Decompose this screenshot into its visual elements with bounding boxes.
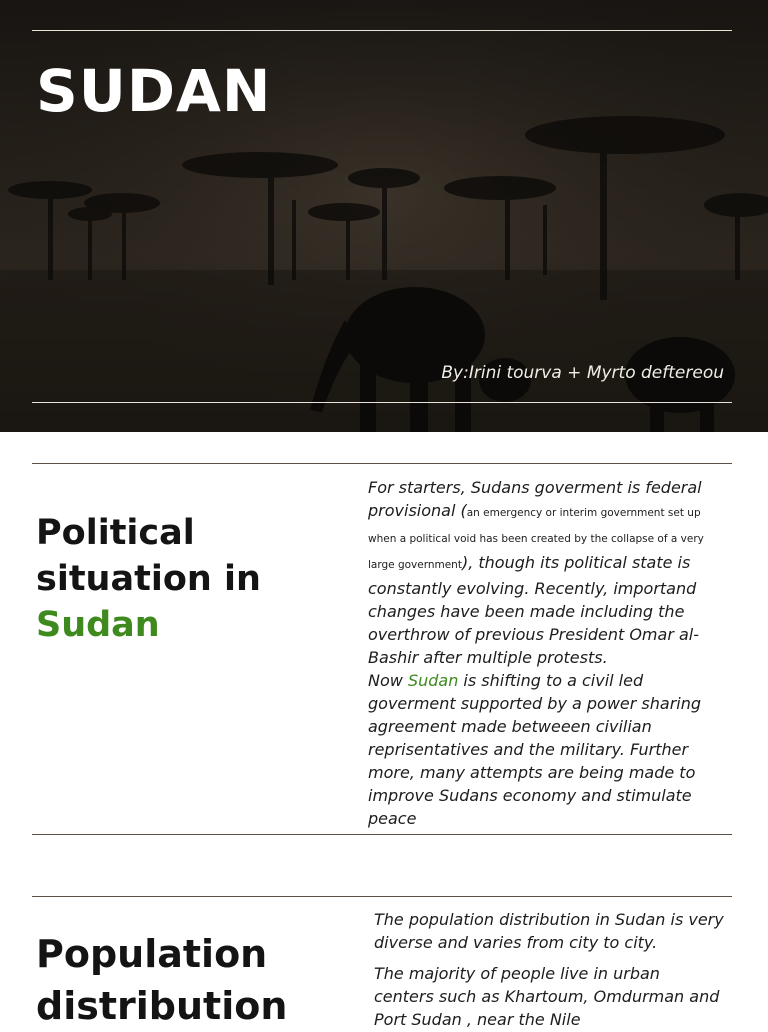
- country-highlight: Sudan: [407, 671, 459, 690]
- body-paragraph: The majority of people live in urban centers such as Khartoum, Omdurman and Port Sudan , near the Nile: [374, 964, 720, 1029]
- body-text: For starters, Sudans goverment is federal provisional (: [368, 478, 702, 520]
- authors-credit: By:Irini tourva + Myrto deftereou: [441, 363, 724, 383]
- body-text: ), though its political state is constantly evolving. Recently, importand changes have been made including the overthrow of previous President Omar al-Bashir after multiple protests.: [368, 553, 700, 667]
- political-heading: [36, 510, 261, 648]
- section-divider: [32, 896, 732, 897]
- heading-highlight: Sudan: [36, 605, 160, 645]
- body-text: is shifting to a civil led goverment supported by a power sharing agreement made betweeen civilian reprisentatives and the military. Further more, many attempts are being made to improve Sudans economy and stimulate peace: [368, 671, 702, 828]
- political-body: [368, 476, 718, 830]
- body-paragraph: The population distribution in Sudan is very diverse and varies from city to city.: [374, 910, 724, 952]
- population-body: [374, 908, 724, 1031]
- hero-bottom-divider: [32, 402, 732, 403]
- population-heading: [36, 928, 287, 1032]
- heading-line: Political: [36, 513, 195, 553]
- hero-top-divider: [32, 30, 732, 31]
- heading-line: Population: [36, 932, 268, 976]
- section-divider-top: [32, 463, 732, 464]
- definition-note: an emergency or interim government set up when a political void has been created by the collapse of a very large government: [368, 507, 704, 571]
- body-text: Now: [368, 671, 408, 690]
- heading-line: distribution: [36, 984, 288, 1028]
- page-title: SUDAN: [36, 57, 272, 125]
- section-divider: [32, 834, 732, 835]
- heading-line: situation in: [36, 559, 261, 599]
- hero-banner: [0, 0, 768, 432]
